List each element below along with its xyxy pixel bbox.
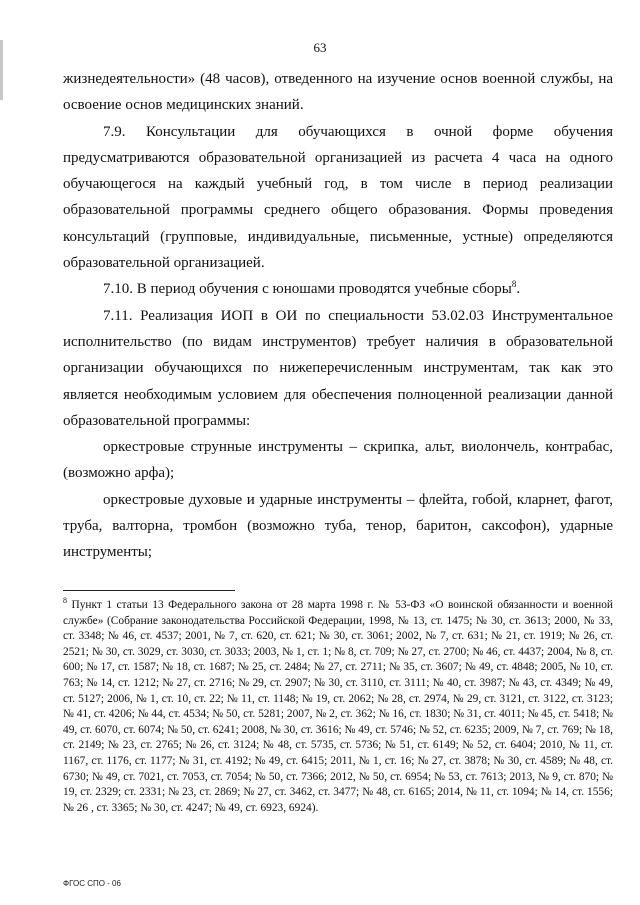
paragraph-continuation: жизнедеятельности» (48 часов), отведенного на изучение основ военной службы, на освоение основ медицинских знаний. <box>63 71 613 114</box>
footnote-reference[interactable]: 8 <box>511 279 517 290</box>
footer-code: ФГОС СПО - 06 <box>63 879 121 888</box>
paragraph-7-11: 7.11. Реализация ИОП в ОИ по специальности 53.02.03 Инструментальное исполнительство (по видам инструментов) требует наличия в образовательной организации обучающихся по нижеперечисленным инструментам, так как это является необходимым условием для обеспечения полноценной реализации данной образовательной программы: <box>63 307 613 429</box>
page-number: 63 <box>313 40 327 55</box>
list-item-strings: оркестровые струнные инструменты – скрипка, альт, виолончель, контрабас, (возможно арфа); <box>63 439 613 482</box>
paragraph-7-10-text: 7.10. В период обучения с юношами проводятся учебные сборы <box>103 281 512 298</box>
footnote-divider <box>63 590 235 591</box>
paragraph-7-10: 7.10. В период обучения с юношами проводятся учебные сборы$^8$. <box>103 279 521 298</box>
footnote-marker: 8 <box>63 596 67 606</box>
document-body <box>63 66 613 566</box>
list-item-winds: оркестровые духовые и ударные инструменты – флейта, гобой, кларнет, фагот, труба, валторна, тромбон (возможно туба, тенор, баритон, саксофон), ударные инструменты; <box>63 491 613 561</box>
footnote <box>63 598 613 816</box>
paragraph-7-9: 7.9. Консультации для обучающихся в очной форме обучения предусматриваются образовательной организацией из расчета 4 часа на одного обучающегося на каждый учебный год, в том числе в период реализации образовательной программы среднего общего образования. Формы проведения консультаций (групповые, индивидуальные, письменные, устные) определяются образовательной организацией. <box>63 123 613 272</box>
footnote-text: Пункт 1 статьи 13 Федерального закона от 28 марта 1998 г. № 53-ФЗ «О воинской обязанности и военной службе» (Собрание законодательства Российской Федерации, 1998, № 13, ст. 1475; № 30, ст. 3613; 2000, № 33, ст. 3348; № 46, ст. 4537; 2001, № 7, ст. 620, ст. 621; № 30, ст. 3061; 2002, № 7, ст. 631; № 21, ст. 1919; № 26, ст. 2521; № 30, ст. 3029, ст. 3030, ст. 3033; 2003, № 1, ст. 1; № 8, ст. 709; № 27, ст. 2700; № 46, ст. 4437; 2004, № 8, ст. 600; № 17, ст. 1587; № 18, ст. 1687; № 25, ст. 2484; № 27, ст. 2711; № 35, ст. 3607; № 49, ст. 4848; 2005, № 10, ст. 763; № 14, ст. 1212; № 27, ст. 2716; № 29, ст. 2907; № 30, ст. 3110, ст. 3111; № 40, ст. 3987; № 43, ст. 4349; № 49, ст. 5127; 2006, № 1, ст. 10, ст. 22; № 11, ст. 1148; № 19, ст. 2062; № 28, ст. 2974, № 29, ст. 3121, ст. 3122, ст. 3123; № 41, ст. 4206; № 44, ст. 4534; № 50, ст. 5281; 2007, № 2, ст. 362; № 16, ст. 1830; № 31, ст. 4011; № 45, ст. 5418; № 49, ст. 6070, ст. 6074; № 50, ст. 6241; 2008, № 30, ст. 3616; № 49, ст. 5746; № 52, ст. 6235; 2009, № 7, ст. 769; № 18, ст. 2149; № 23, ст. 2765; № 26, ст. 3124; № 48, ст. 5735, ст. 5736; № 51, ст. 6149; № 52, ст. 6404; 2010, № 11, ст. 1167, ст. 1176, ст. 1177; № 31, ст. 4192; № 49, ст. 6415; 2011, № 1, ст. 16; № 27, ст. 3878; № 30, ст. 4589; № 48, ст. 6730; № 49, ст. 7021, ст. 7053, ст. 7054; № 50, ст. 7366; 2012, № 50, ст. 6954; № 53, ст. 7613; 2013, № 9, ст. 870; № 19, ст. 2329; ст. 2331; № 23, ст. 2869; № 27, ст. 3462, ст. 3477; № 48, ст. 6165; 2014, № 11, ст. 1094; № 14, ст. 1556; № 26 , ст. 3365; № 30, ст. 4247; № 49, ст. 6923, 6924). <box>63 599 613 814</box>
